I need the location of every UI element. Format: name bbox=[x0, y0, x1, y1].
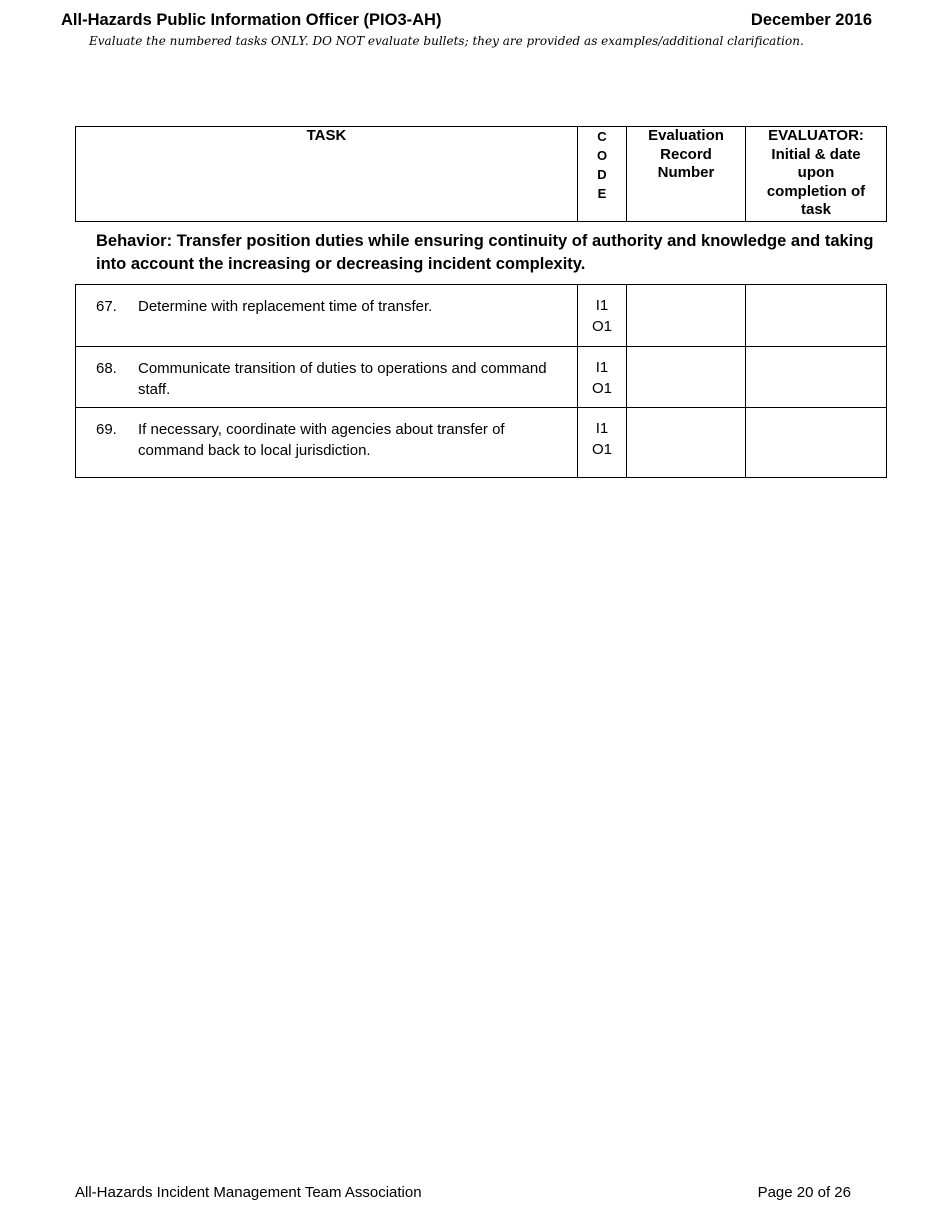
code-letter: D bbox=[597, 167, 607, 182]
code-column-header bbox=[578, 127, 627, 222]
task-text: Determine with replacement time of transfer. bbox=[138, 298, 433, 315]
header-line: Number bbox=[657, 164, 715, 181]
evaluator-column-header bbox=[746, 127, 887, 222]
code-letter: E bbox=[597, 186, 607, 201]
task-column-header: TASK bbox=[76, 127, 578, 222]
header-line: Record bbox=[660, 145, 712, 163]
table-row bbox=[76, 347, 887, 408]
code-value: O1 bbox=[591, 318, 612, 335]
task-number: 68. bbox=[96, 360, 117, 377]
code-value: I1 bbox=[595, 297, 609, 314]
code-cell bbox=[578, 408, 627, 478]
evaluation-record-cell[interactable] bbox=[627, 347, 746, 408]
task-cell bbox=[76, 285, 578, 347]
header-line: task bbox=[800, 201, 832, 218]
code-cell bbox=[578, 347, 627, 408]
task-table bbox=[75, 284, 887, 478]
evaluator-initial-cell[interactable] bbox=[746, 408, 887, 478]
task-number: 69. bbox=[96, 421, 117, 438]
code-value: I1 bbox=[595, 420, 609, 437]
code-letter: O bbox=[596, 148, 608, 163]
task-text: If necessary, coordinate with agencies about transfer of command back to local jurisdiction. bbox=[138, 421, 505, 459]
task-text: Communicate transition of duties to operations and command staff. bbox=[138, 360, 547, 398]
task-cell bbox=[76, 408, 578, 478]
header-line: completion of bbox=[766, 182, 866, 200]
header-line: Initial & date bbox=[771, 145, 861, 163]
task-number: 67. bbox=[96, 298, 117, 315]
document-title: All-Hazards Public Information Officer (PIO3-AH) bbox=[61, 11, 442, 29]
document-date: December 2016 bbox=[750, 11, 872, 29]
evaluation-note: Evaluate the numbered tasks ONLY. DO NOT evaluate bullets; they are provided as examples/additional clarification. bbox=[89, 34, 804, 48]
code-letter: C bbox=[597, 129, 607, 144]
footer-organization: All-Hazards Incident Management Team Association bbox=[75, 1184, 422, 1201]
header-line: upon bbox=[797, 164, 835, 181]
evaluation-record-cell[interactable] bbox=[627, 408, 746, 478]
task-cell bbox=[76, 347, 578, 408]
evaluation-record-cell[interactable] bbox=[627, 285, 746, 347]
code-cell bbox=[578, 285, 627, 347]
table-row bbox=[76, 408, 887, 478]
footer-page-number: Page 20 of 26 bbox=[757, 1184, 851, 1201]
table-row bbox=[76, 285, 887, 347]
evaluator-initial-cell[interactable] bbox=[746, 347, 887, 408]
code-value: O1 bbox=[591, 441, 612, 458]
header-line: EVALUATOR: bbox=[768, 127, 864, 144]
evaluator-initial-cell[interactable] bbox=[746, 285, 887, 347]
code-value: O1 bbox=[591, 380, 612, 397]
behavior-statement: Behavior: Transfer position duties while ensuring continuity of authority and knowledge and taking into account the increasing or decreasing incident complexity. bbox=[96, 232, 874, 273]
header-line: Evaluation bbox=[648, 127, 724, 144]
task-table-header bbox=[75, 126, 887, 222]
evaluation-record-column-header bbox=[627, 127, 746, 222]
code-value: I1 bbox=[595, 359, 609, 376]
